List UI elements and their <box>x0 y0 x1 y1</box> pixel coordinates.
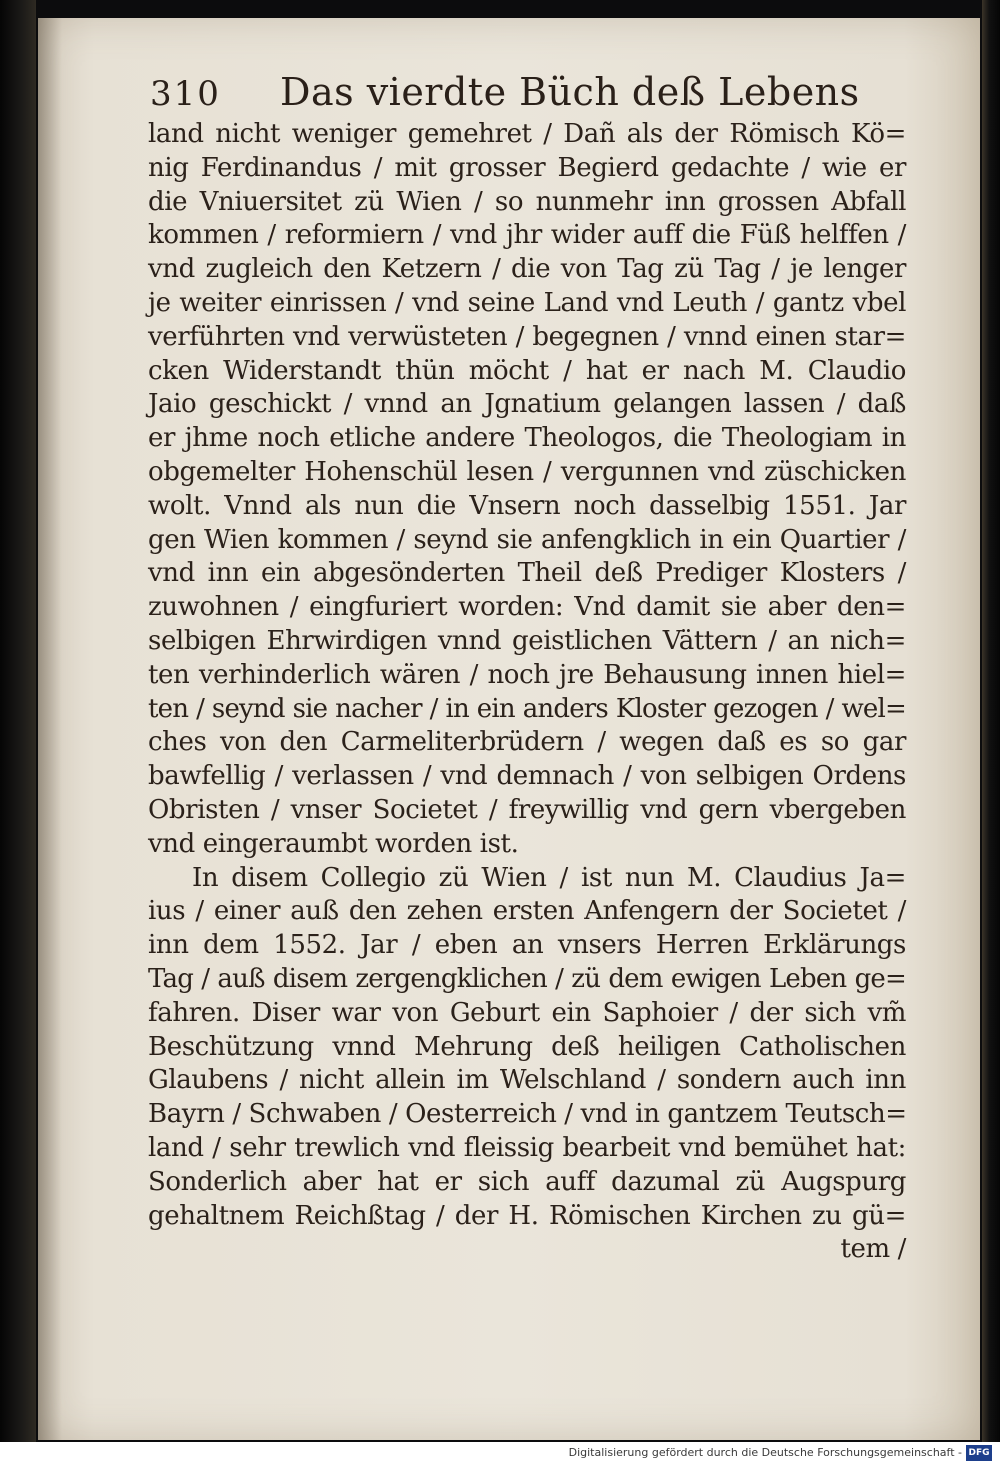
text-line: Obristen / vnser Societet / freywillig vnd gern vbergeben <box>148 794 906 825</box>
text-line: inn dem 1552. Jar / eben an vnsers Herren Erklärungs <box>148 930 906 961</box>
text-line: ten verhinderlich wären / noch jre Behausung innen hiel= <box>148 659 906 690</box>
binding-shadow-right <box>982 0 1000 1442</box>
text-line: verführten vnd verwüsteten / begegnen / vnnd einen star= <box>148 321 906 352</box>
running-head: Das vierdte Büch deß Lebens <box>280 70 860 114</box>
text-line: Bayrn / Schwaben / Oesterreich / vnd in gantzem Teutsch= <box>148 1099 907 1130</box>
text-line: ten / seynd sie nacher / in ein anders Kloster gezogen / wel= <box>148 693 906 724</box>
dfg-logo: DFG <box>966 1445 992 1461</box>
binding-shadow-left <box>0 0 36 1442</box>
text-line: ches von den Carmeliterbrüdern / wegen daß es so gar <box>148 727 906 758</box>
text-line: land / sehr trewlich vnd fleissig bearbeit vnd bemühet hat: <box>148 1132 906 1163</box>
text-line: land nicht weniger gemehret / Dañ als der Römisch Kö= <box>148 119 906 149</box>
text-line-paragraph-start: In disem Collegio zü Wien / ist nun M. Claudius Ja= <box>192 862 906 893</box>
text-line: selbigen Ehrwirdigen vnnd geistlichen Vättern / an nich= <box>148 625 906 656</box>
page-header <box>150 68 860 120</box>
text-line: er jhme noch etliche andere Theologos, die Theologiam in <box>148 423 906 454</box>
text-line: wolt. Vnnd als nun die Vnsern noch dasselbig 1551. Jar <box>148 490 906 521</box>
text-line: nig Ferdinandus / mit grosser Begierd gedachte / wie er <box>148 152 906 183</box>
text-line: vnd inn ein abgesönderten Theil deß Prediger Klosters / <box>148 558 906 589</box>
text-line: fahren. Diser war von Geburt ein Saphoier / der sich vm̃ <box>148 997 906 1028</box>
text-line: vnd zugleich den Ketzern / die von Tag zü Tag / je lenger <box>148 254 906 285</box>
body-text <box>148 118 906 1267</box>
text-line: die Vniuersitet zü Wien / so nunmehr inn grossen Abfall <box>148 186 906 217</box>
text-line: Beschützung vnnd Mehrung deß heiligen Catholischen <box>148 1031 906 1062</box>
text-line: Glaubens / nicht allein im Welschland / sondern auch inn <box>148 1065 906 1096</box>
text-line: obgemelter Hohenschül lesen / vergunnen vnd züschicken <box>148 456 906 487</box>
catchword: tem / <box>840 1234 906 1265</box>
text-line: ius / einer auß den zehen ersten Anfengern der Societet / <box>148 896 906 927</box>
digitization-credit: Digitalisierung gefördert durch die Deutsche Forschungsgemeinschaft - <box>568 1446 962 1459</box>
page-gutter-shade <box>38 18 62 1440</box>
text-line: je weiter einrissen / vnd seine Land vnd Leuth / gantz vbel <box>148 287 906 318</box>
page-number: 310 <box>150 74 221 114</box>
footer-bar <box>0 1442 1000 1466</box>
text-line-paragraph-end: vnd eingeraumbt worden ist. <box>148 828 519 859</box>
text-line: gen Wien kommen / seynd sie anfengklich in ein Quartier / <box>148 524 906 555</box>
text-line: zuwohnen / eingfuriert worden: Vnd damit sie aber den= <box>148 592 906 623</box>
text-line: kommen / reformiern / vnd jhr wider auff die Füß helffen / <box>148 220 906 251</box>
text-line: bawfellig / verlassen / vnd demnach / von selbigen Ordens <box>148 761 906 792</box>
text-line: Jaio geschickt / vnnd an Jgnatium gelangen lassen / daß <box>148 389 906 420</box>
text-line: cken Widerstandt thün möcht / hat er nach M. Claudio <box>148 355 906 386</box>
text-line: Tag / auß disem zergengklichen / zü dem ewigen Leben ge= <box>148 963 906 994</box>
text-line: Sonderlich aber hat er sich auff dazumal zü Augspurg <box>148 1166 906 1197</box>
text-line: gehaltnem Reichßtag / der H. Römischen Kirchen zu gü= <box>148 1200 906 1231</box>
